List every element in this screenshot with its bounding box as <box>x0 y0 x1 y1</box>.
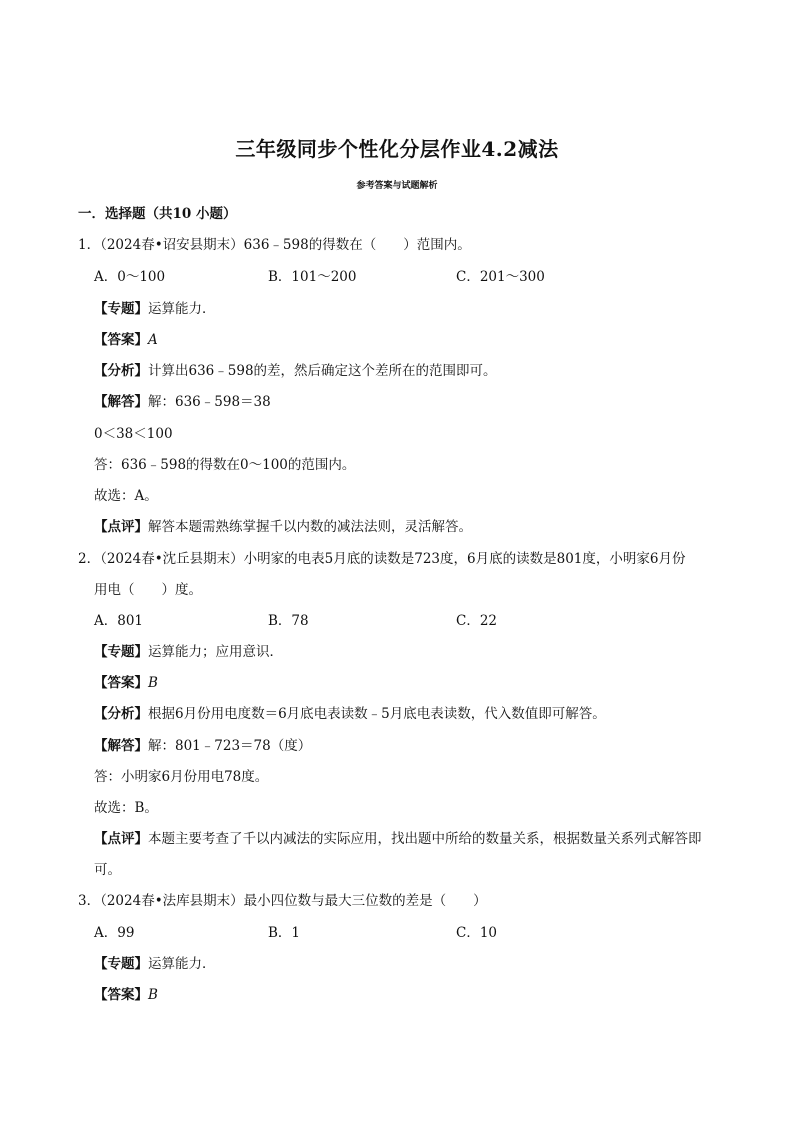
topic-tag: 【专题】 <box>94 644 148 660</box>
analysis-tag: 【分析】 <box>94 363 148 379</box>
question-number: 3． <box>78 893 101 909</box>
topic-tag: 【专题】 <box>94 301 148 317</box>
topic-text: 运算能力． <box>148 956 216 972</box>
question-2-line-2: 故选：B。 <box>94 800 158 816</box>
question-1-line-1: 0＜38＜100 <box>94 426 173 442</box>
question-2-comment <box>94 830 702 848</box>
question-2-analysis <box>94 705 606 723</box>
answer-text: B <box>148 987 158 1003</box>
question-1-stem <box>78 236 471 254</box>
question-2-comment-cont: 可。 <box>94 862 121 878</box>
question-2-option-b: B．78 <box>268 613 309 629</box>
question-2-stem-cont: 用电（ ）度。 <box>94 582 202 598</box>
question-text: （2024春•法库县期末）最小四位数与最大三位数的差是（ ） <box>100 893 487 909</box>
solution-tag: 【解答】 <box>94 394 148 410</box>
question-2-answer <box>94 674 158 692</box>
question-1-answer <box>94 331 158 349</box>
comment-tag: 【点评】 <box>94 831 148 847</box>
page-subtitle: 参考答案与试题解析 <box>356 181 438 191</box>
question-1-option-a: A．0～100 <box>94 269 166 285</box>
question-3-option-b: B．1 <box>268 925 301 941</box>
page-title: 三年级同步个性化分层作业4.2减法 <box>235 137 559 161</box>
question-3-option-a: A．99 <box>94 925 135 941</box>
topic-text: 运算能力；应用意识． <box>148 644 283 660</box>
question-2-solution <box>94 737 311 755</box>
answer-tag: 【答案】 <box>94 332 148 348</box>
question-3-stem <box>78 892 487 910</box>
question-1-option-c: C．201～300 <box>456 269 545 285</box>
answer-text: B <box>148 675 158 691</box>
question-1-line-3: 故选：A。 <box>94 488 158 504</box>
question-text: （2024春•沈丘县期末）小明家的电表5月底的读数是723度，6月底的读数是801度，小明家6月份 <box>100 551 686 567</box>
solution-text: 解：801﹣723＝78（度） <box>148 738 312 754</box>
answer-tag: 【答案】 <box>94 987 148 1003</box>
topic-tag: 【专题】 <box>94 956 148 972</box>
answer-text: A <box>148 332 158 348</box>
question-2-option-c: C．22 <box>456 613 498 629</box>
question-2-option-a: A．801 <box>94 613 144 629</box>
comment-text: 解答本题需熟练掌握千以内数的减法法则，灵活解答。 <box>148 519 472 535</box>
question-1-topic <box>94 300 216 318</box>
question-3-answer <box>94 986 158 1004</box>
question-1-comment <box>94 518 472 536</box>
question-1-analysis <box>94 362 497 380</box>
solution-tag: 【解答】 <box>94 738 148 754</box>
comment-text: 本题主要考查了千以内减法的实际应用，找出题中所给的数量关系，根据数量关系列式解答即 <box>148 831 702 847</box>
analysis-text: 根据6月份用电度数＝6月底电表读数﹣5月底电表读数，代入数值即可解答。 <box>148 706 606 722</box>
question-1-solution <box>94 393 271 411</box>
topic-text: 运算能力． <box>148 301 216 317</box>
analysis-text: 计算出636﹣598的差，然后确定这个差所在的范围即可。 <box>148 363 497 379</box>
question-number: 2． <box>78 551 101 567</box>
answer-tag: 【答案】 <box>94 675 148 691</box>
analysis-tag: 【分析】 <box>94 706 148 722</box>
question-2-stem <box>78 550 685 568</box>
question-1-option-b: B．101～200 <box>268 269 357 285</box>
question-3-option-c: C．10 <box>456 925 498 941</box>
question-2-line-1: 答：小明家6月份用电78度。 <box>94 769 269 785</box>
section-heading: 一．选择题（共10 小题） <box>78 206 237 222</box>
question-1-line-2: 答：636﹣598的得数在0～100的范围内。 <box>94 457 356 473</box>
question-2-topic <box>94 643 283 661</box>
solution-text: 解：636﹣598＝38 <box>148 394 271 410</box>
question-text: （2024春•诏安县期末）636﹣598的得数在（ ）范围内。 <box>100 237 471 253</box>
question-number: 1． <box>78 237 101 253</box>
comment-tag: 【点评】 <box>94 519 148 535</box>
question-3-topic <box>94 955 216 973</box>
